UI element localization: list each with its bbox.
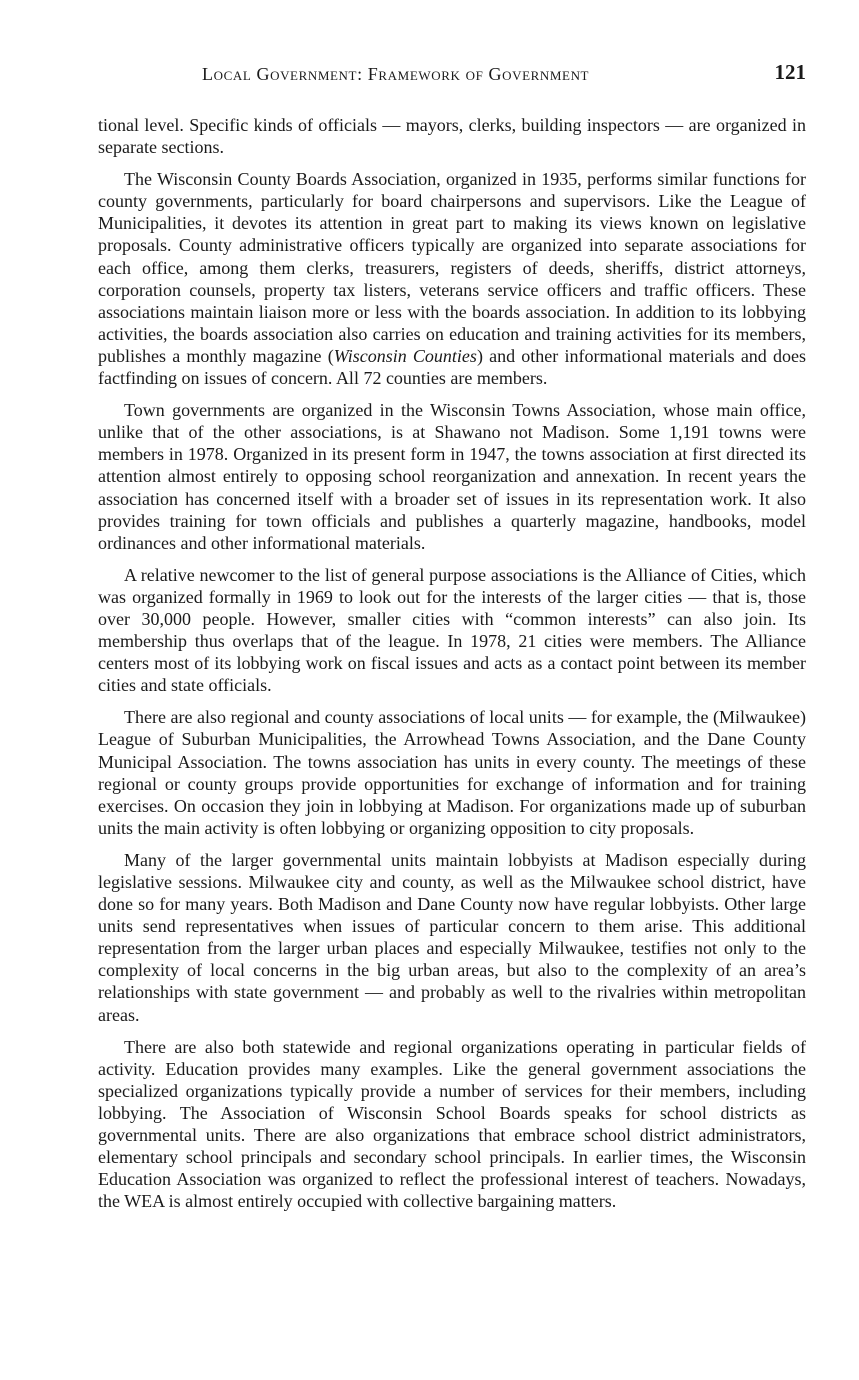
magazine-title: Wisconsin Counties: [333, 345, 477, 366]
paragraph-specialized-organizations: There are also both statewide and regional organizations operating in particular fields of activity. Education provides many examples. Like the general government associations the specialized organizations typically provide a number of services for their members, including lobbying. The Association of Wisconsin School Boards speaks for school districts as governmental units. There are also organizations that embrace school district administrators, elementary school principals and secondary school principals. In earlier times, the Wisconsin Education Association was organized to reflect the professional interest of teachers. Nowadays, the WEA is almost entirely occupied with collective bargaining matters.: [98, 1036, 806, 1212]
paragraph-text: The Wisconsin County Boards Association, organized in 1935, performs similar functions for county governments, particularly for board chairpersons and supervisors. Like the League of Municipalities, it devotes its attention in great part to making its views known on legislative proposals. County administrative officers typically are organized into separate associations for each office, among them clerks, treasurers, registers of deeds, sheriffs, district attorneys, corporation counsels, property tax listers, veterans service officers and traffic officers. These associations maintain liaison more or less with the boards association. In addition to its lobbying activities, the boards association also carries on education and training activities for its members, publishes a monthly magazine (: [98, 169, 806, 366]
body-text: [98, 114, 806, 1212]
paragraph-county-boards: [98, 168, 806, 389]
paragraph-regional-associations: There are also regional and county associations of local units — for example, the (Milwaukee) League of Suburban Municipalities, the Arrowhead Towns Association, and the Dane County Municipal Association. The towns association has units in every county. The meetings of these regional or county groups provide opportunities for exchange of information and for training exercises. On occasion they join in lobbying at Madison. For organizations made up of suburban units the main activity is often lobbying or organizing opposition to city proposals.: [98, 707, 806, 838]
running-head: [98, 60, 806, 94]
page-number: 121: [774, 60, 806, 84]
paragraph-lobbyists: Many of the larger governmental units maintain lobbyists at Madison especially during legislative sessions. Milwaukee city and county, as well as the Milwaukee school district, have done so for many years. Both Madison and Dane County now have regular lobbyists. Other large units send representatives when issues of particular concern to them arise. This additional representation from the larger urban places and especially Milwaukee, testifies not only to the complexity of local concerns in the big urban areas, but also to the complexity of an area’s relationships with state government — and probably as well to the rivalries within metropolitan areas.: [98, 849, 806, 1025]
paragraph-text: ) and other informational materials and does factfinding on issues of concern. All 72 counties are members.: [98, 345, 806, 389]
book-page: [98, 60, 806, 1222]
paragraph-alliance-of-cities: A relative newcomer to the list of general purpose associations is the Alliance of Cities, which was organized formally in 1969 to look out for the interests of the larger cities — that is, those over 30,000 people. However, smaller cities with “common interests” can also join. Its membership thus overlaps that of the league. In 1978, 21 cities were members. The Alliance centers most of its lobbying work on fiscal issues and acts as a contact point between its member cities and state officials.: [98, 564, 806, 696]
paragraph-towns-association: Town governments are organized in the Wisconsin Towns Association, whose main office, unlike that of the other associations, is at Shawano not Madison. Some 1,191 towns were members in 1978. Organized in its present form in 1947, the towns association at first directed its attention almost entirely to opposing school reorganization and annexation. In recent years the association has concerned itself with a broader set of issues in its representation work. It also provides training for town officials and publishes a quarterly magazine, handbooks, model ordinances and other informational materials.: [98, 400, 806, 553]
running-title: Local Government: Framework of Government: [202, 64, 590, 84]
paragraph-continuation: tional level. Specific kinds of officials — mayors, clerks, building inspectors — are organized in separate sections.: [98, 115, 806, 158]
